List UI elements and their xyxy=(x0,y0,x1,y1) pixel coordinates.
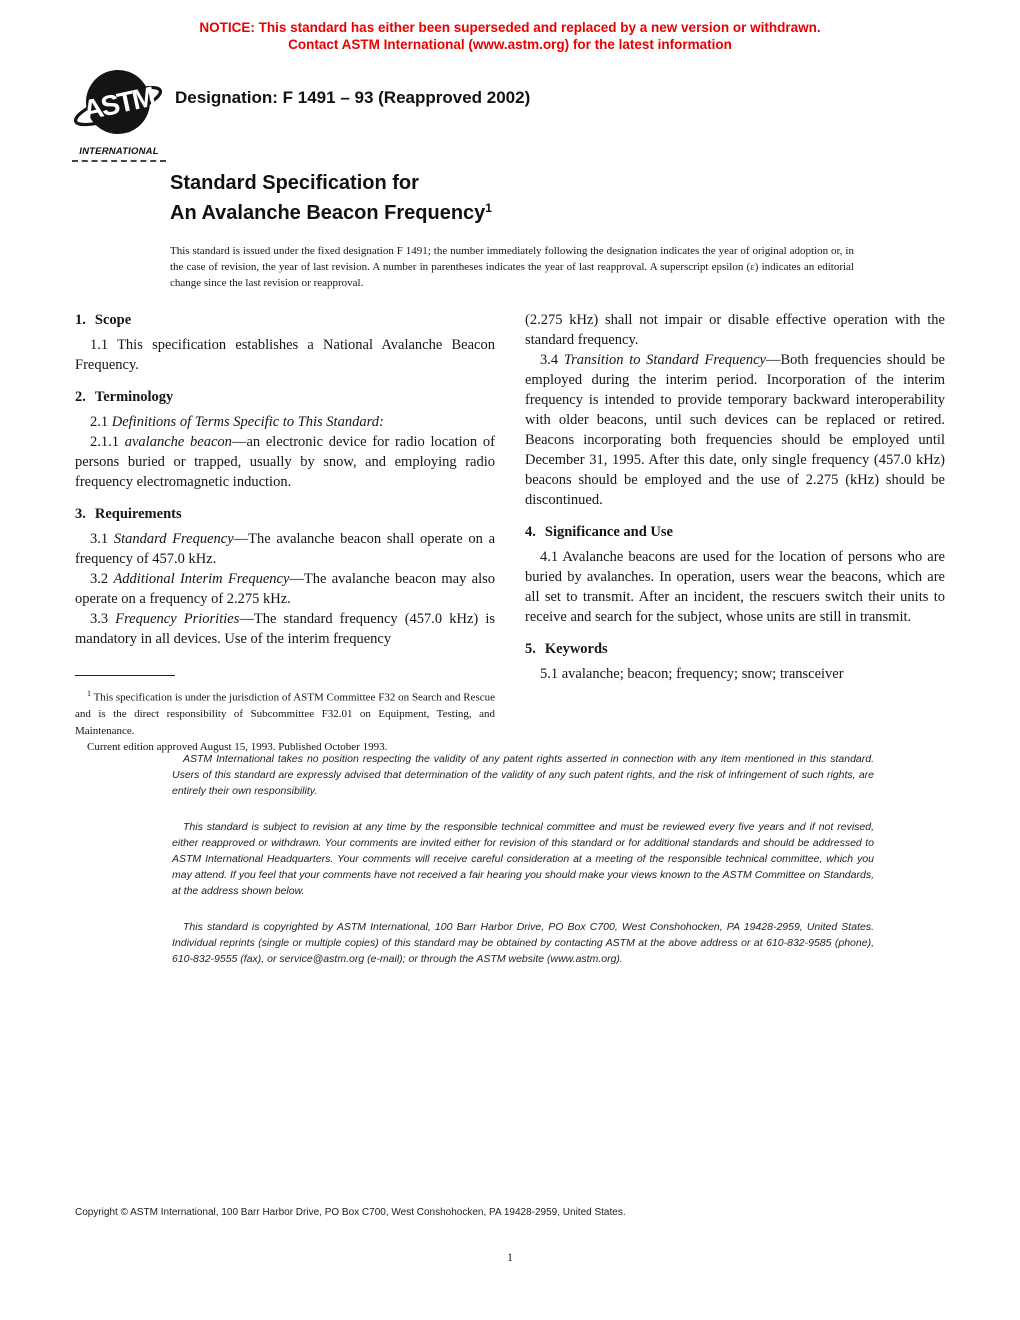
section-number: 2. xyxy=(75,389,86,405)
title-line-1: Standard Specification for xyxy=(170,172,419,194)
reprints-notice: This standard is copyrighted by ASTM International, 100 Barr Harbor Drive, PO Box C700, West Conshohocken, PA 19428-2959, United States. Individual reprints (single or multiple copies) of this standard may be obtained by contacting ASTM at the above address or at 610-832-9585 (phone), 610-832-9555 (fax), or service@astm.org (e-mail); or through the ASTM website (www.astm.org). xyxy=(172,921,874,965)
defined-term: Additional Interim Frequency xyxy=(113,571,290,587)
clause-text: —The standard frequency (457.0 kHz) is mandatory in all devices. Use of the interim frequency xyxy=(75,611,495,647)
clause-number: 3.2 xyxy=(90,571,114,587)
notice-line-2: Contact ASTM International (www.astm.org) for the latest information xyxy=(288,36,732,52)
defined-term: Transition to Standard Frequency xyxy=(563,352,766,368)
left-column xyxy=(75,310,495,756)
paragraph-3-4 xyxy=(525,350,945,510)
section-number: 5. xyxy=(525,641,536,657)
footnote-marker: 1 xyxy=(87,689,91,698)
defined-term: Standard Frequency xyxy=(113,531,234,547)
defined-term: Frequency Priorities xyxy=(115,611,240,627)
section-number: 3. xyxy=(75,506,86,522)
copyright-line: Copyright © ASTM International, 100 Barr Harbor Drive, PO Box C700, West Conshohocken, PA 19428-2959, United States. xyxy=(75,1207,626,1218)
document-title xyxy=(170,171,492,225)
paragraph-3-3-continued: (2.275 kHz) shall not impair or disable effective operation with the standard frequency. xyxy=(525,312,945,348)
page-number: 1 xyxy=(507,1252,513,1264)
footnote-edition: Current edition approved August 15, 1993. Published October 1993. xyxy=(87,741,388,754)
footnote-text xyxy=(75,686,495,756)
section-heading-keywords xyxy=(525,639,945,659)
legal-notes xyxy=(172,751,874,967)
superseded-notice xyxy=(0,20,1020,53)
section-heading-terminology xyxy=(75,387,495,407)
paragraph-5-1: 5.1 avalanche; beacon; frequency; snow; transceiver xyxy=(540,666,844,682)
clause-number: 3.3 xyxy=(90,611,116,627)
paragraph-3-3 xyxy=(75,609,495,649)
section-label: Significance and Use xyxy=(544,524,673,540)
section-number: 4. xyxy=(525,524,536,540)
paragraph-2-1 xyxy=(75,412,495,432)
paragraph-3-1 xyxy=(75,529,495,569)
section-heading-requirements xyxy=(75,504,495,524)
paragraph-2-1-1 xyxy=(75,432,495,492)
section-label: Requirements xyxy=(94,506,182,522)
patent-disclaimer: ASTM International takes no position respecting the validity of any patent rights asserted in connection with any item mentioned in this standard. Users of this standard are expressly advised that determination of the validity of any such patent rights, and the risk of infringement of such rights, are entirely their own responsibility. xyxy=(172,753,874,797)
clause-number: 3.4 xyxy=(540,352,564,368)
section-heading-scope xyxy=(75,310,495,330)
footnote-area xyxy=(75,675,495,756)
clause-number: 3.1 xyxy=(90,531,114,547)
body-columns xyxy=(75,310,945,756)
title-footnote-ref: 1 xyxy=(485,200,492,215)
footnote-body: This specification is under the jurisdiction of ASTM Committee F32 on Search and Rescue and is the direct responsibility of Subcommittee F32.01 on Equipment, Testing, and Maintenance. xyxy=(75,691,495,737)
revision-notice: This standard is subject to revision at any time by the responsible technical committee and must be reviewed every five years and if not revised, either reapproved or withdrawn. Your comments are invited either for revision of this standard or for additional standards and should be addressed to ASTM International Headquarters. Your comments will receive careful consideration at a meeting of the responsible technical committee, which you may attend. If you feel that your comments have not received a fair hearing you should make your views known to the ASTM Committee on Standards, at the address shown below. xyxy=(172,821,874,897)
section-heading-significance xyxy=(525,522,945,542)
footnote-jurisdiction xyxy=(75,686,495,739)
title-line-2 xyxy=(170,196,492,226)
footnote-rule xyxy=(75,675,175,676)
right-column xyxy=(525,310,945,756)
clause-text: —an electronic device for radio location of persons buried or trapped, usually by snow, and employing radio frequency electromagnetic induction. xyxy=(75,434,495,490)
issued-note: This standard is issued under the fixed designation F 1491; the number immediately following the designation indicates the year of original adoption or, in the case of revision, the year of last revision. A number in parentheses indicates the year of last reapproval. A superscript epsilon (ε) indicates an editorial change since the last revision or reapproval. xyxy=(170,245,854,289)
clause-text: —Both frequencies should be employed during the interim period. Incorporation of the interim frequency is intended to provide temporary backward interoperability with older beacons, until such devices can be replaced or retired. Beacons incorporating both frequencies should be employed until December 31, 1995. After this date, only single frequency (457.0 kHz) beacons should be employed and the use of 2.275 (kHz) should be discontinued. xyxy=(525,352,945,508)
section-label: Terminology xyxy=(94,389,174,405)
paragraph-1-1: 1.1 This specification establishes a National Avalanche Beacon Frequency. xyxy=(75,337,495,373)
clause-text: —The avalanche beacon may also operate on a frequency of 2.275 kHz. xyxy=(75,571,495,607)
defined-term: avalanche beacon xyxy=(124,434,232,450)
astm-logo-subtitle: INTERNATIONAL xyxy=(72,146,166,162)
defined-term: Definitions of Terms Specific to This Standard: xyxy=(111,414,384,430)
clause-number: 2.1 xyxy=(90,414,112,430)
designation: Designation: F 1491 – 93 (Reapproved 2002) xyxy=(175,88,531,107)
paragraph-3-2 xyxy=(75,569,495,609)
section-label: Keywords xyxy=(544,641,608,657)
astm-logo xyxy=(72,68,166,162)
clause-text: —The avalanche beacon shall operate on a frequency of 457.0 kHz. xyxy=(75,531,496,567)
section-label: Scope xyxy=(94,312,132,328)
paragraph-4-1: 4.1 Avalanche beacons are used for the location of persons who are buried by avalanches. In operation, users wear the beacons, which are all set to transmit. After an incident, the rescuers switch their units to receive and search for the subject, whose units are still in transmit. xyxy=(525,549,945,625)
notice-line-1: NOTICE: This standard has either been superseded and replaced by a new version or withdrawn. xyxy=(199,20,821,35)
section-number: 1. xyxy=(75,312,86,328)
astm-logo-icon xyxy=(72,68,166,140)
title-text: An Avalanche Beacon Frequency xyxy=(170,201,486,224)
astm-logo-text: ASTM xyxy=(80,80,157,127)
clause-number: 2.1.1 xyxy=(90,434,125,450)
